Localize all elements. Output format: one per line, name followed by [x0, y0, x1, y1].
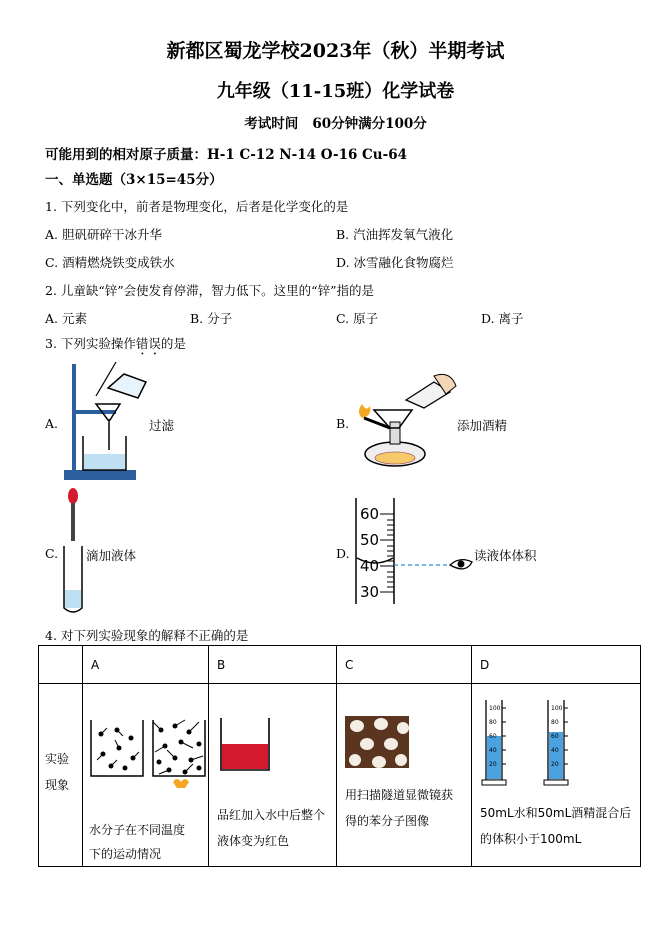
- header-a: A: [83, 646, 209, 684]
- flame-icon: [359, 404, 370, 418]
- q3-stem-before: 3. 下列实验操作: [45, 336, 136, 351]
- tick-label-50: 50: [360, 531, 380, 549]
- molecules-cold: [99, 728, 136, 771]
- cell-c-line-1: 用扫描隧道显微镜获: [345, 788, 454, 802]
- right-tick-80: 80: [551, 719, 559, 726]
- q3-option-a-letter: A.: [45, 416, 59, 431]
- stand-rod: [72, 364, 76, 472]
- exam-time-label: 考试时间: [244, 116, 299, 132]
- right-tick-40: 40: [551, 747, 559, 754]
- header-b: B: [209, 646, 337, 684]
- exam-subtitle: 九年级（11-15班）化学试卷: [216, 81, 455, 102]
- alcohol-lamp-figure: [350, 372, 460, 472]
- dropper-tube: [71, 503, 75, 541]
- q1-option-b: B. 汽油挥发氧气液化: [336, 227, 454, 242]
- stand-clamp: [72, 410, 116, 414]
- q3-stem-after: 的是: [160, 336, 186, 351]
- question-3-stem: [45, 334, 186, 358]
- q2-option-b: B. 分子: [190, 311, 233, 326]
- beaker-liquid: [84, 454, 125, 469]
- q2-option-a: A. 元素: [45, 311, 87, 326]
- glass-rod: [96, 362, 116, 396]
- q3-option-d-caption: 读液体体积: [474, 548, 537, 563]
- question-2-stem: 2. 儿童缺“锌”会使发育停滞，智力低下。这里的“锌”指的是: [45, 283, 374, 298]
- exam-title: 新都区蜀龙学校2023年（秋）半期考试: [166, 40, 505, 62]
- section-heading: 一、单选题（3×15=45分）: [45, 172, 223, 188]
- header-c: C: [337, 646, 472, 684]
- test-tube-liquid: [65, 590, 81, 608]
- cell-c-line-2: 得的苯分子图像: [345, 814, 430, 828]
- flame-icon: [173, 779, 189, 788]
- right-tick-20: 20: [551, 761, 559, 768]
- tick-label-40: 40: [360, 557, 380, 575]
- q3-option-b-caption: 添加酒精: [457, 418, 508, 433]
- cylinder-major-ticks: [380, 514, 394, 592]
- dropper-bulb: [68, 488, 78, 504]
- eye-pupil: [458, 561, 465, 568]
- cell-d-line-2: 的体积小于100mL: [480, 832, 582, 846]
- tick-label-60: 60: [360, 505, 380, 523]
- table-corner-cell: [39, 646, 83, 684]
- q3-option-c-caption: 滴加液体: [86, 548, 137, 563]
- header-d: D: [472, 646, 641, 684]
- q2-option-c: C. 原子: [336, 311, 379, 326]
- row-label-cell: [39, 684, 83, 867]
- exam-time: [0, 112, 671, 132]
- question-4-table: [38, 645, 641, 867]
- cell-a-line-2: 下的运动情况: [89, 847, 162, 861]
- question-1-stem: 1. 下列变化中，前者是物理变化，后者是化学变化的是: [45, 199, 349, 214]
- tick-label-30: 30: [360, 583, 380, 601]
- cylinder-right: [544, 700, 568, 785]
- right-tick-100: 100: [551, 705, 563, 712]
- exam-time-value: 60分钟满分100分: [312, 116, 427, 132]
- cell-b-line-1: 品红加入水中后整个: [217, 808, 326, 822]
- filtration-apparatus-figure: [58, 358, 153, 488]
- q3-option-c-letter: C.: [45, 546, 59, 561]
- graduated-cylinder-figure: [350, 496, 480, 608]
- cell-a-line-1: 水分子在不同温度: [89, 823, 186, 837]
- lamp-neck: [390, 422, 400, 444]
- left-tick-60: 60: [489, 733, 497, 740]
- question-4-stem: 4. 对下列实验现象的解释不正确的是: [45, 628, 249, 643]
- left-tick-20: 20: [489, 761, 497, 768]
- cell-d-line-1: 50mL水和50mL酒精混合后: [480, 806, 632, 820]
- q3-option-d-letter: D.: [336, 546, 350, 561]
- dropper-figure: [60, 486, 86, 616]
- q1-option-d: D. 冰雪融化食物腐烂: [336, 255, 454, 270]
- right-tick-60: 60: [551, 733, 559, 740]
- cell-b-line-2: 液体变为红色: [217, 834, 290, 848]
- left-tick-80: 80: [489, 719, 497, 726]
- cell-c: [337, 684, 472, 867]
- q1-option-c: C. 酒精燃烧铁变成铁水: [45, 255, 175, 270]
- left-tick-40: 40: [489, 747, 497, 754]
- magenta-beaker-figure: [217, 716, 277, 774]
- water-molecules-figure: [89, 718, 208, 798]
- alcohol-liquid: [375, 452, 415, 464]
- mixing-cylinders-figure: [472, 696, 638, 792]
- left-tick-100: 100: [489, 705, 501, 712]
- molecules-hot: [157, 724, 202, 775]
- benzene-stm-image: [345, 716, 411, 770]
- atomic-masses: 可能用到的相对原子质量：H-1 C-12 N-14 O-16 Cu-64: [45, 147, 408, 163]
- pouring-beaker: [108, 374, 146, 398]
- cell-a: [83, 684, 209, 867]
- row-label-line-2: 现象: [45, 778, 70, 792]
- q1-option-a: A. 胆矾研碎干冰升华: [45, 227, 162, 242]
- q3-stem-emphasis: 错误: [135, 336, 161, 351]
- cell-b: [209, 684, 337, 867]
- q2-option-d: D. 离子: [481, 311, 524, 326]
- q3-option-b-letter: B.: [336, 416, 350, 431]
- cylinder-minor-ticks: [387, 520, 394, 587]
- q3-option-a-caption: 过滤: [149, 418, 175, 433]
- cell-d: [472, 684, 641, 867]
- magenta-liquid: [222, 744, 268, 769]
- row-label-line-1: 实验: [45, 752, 70, 766]
- cylinder-left: [482, 700, 506, 785]
